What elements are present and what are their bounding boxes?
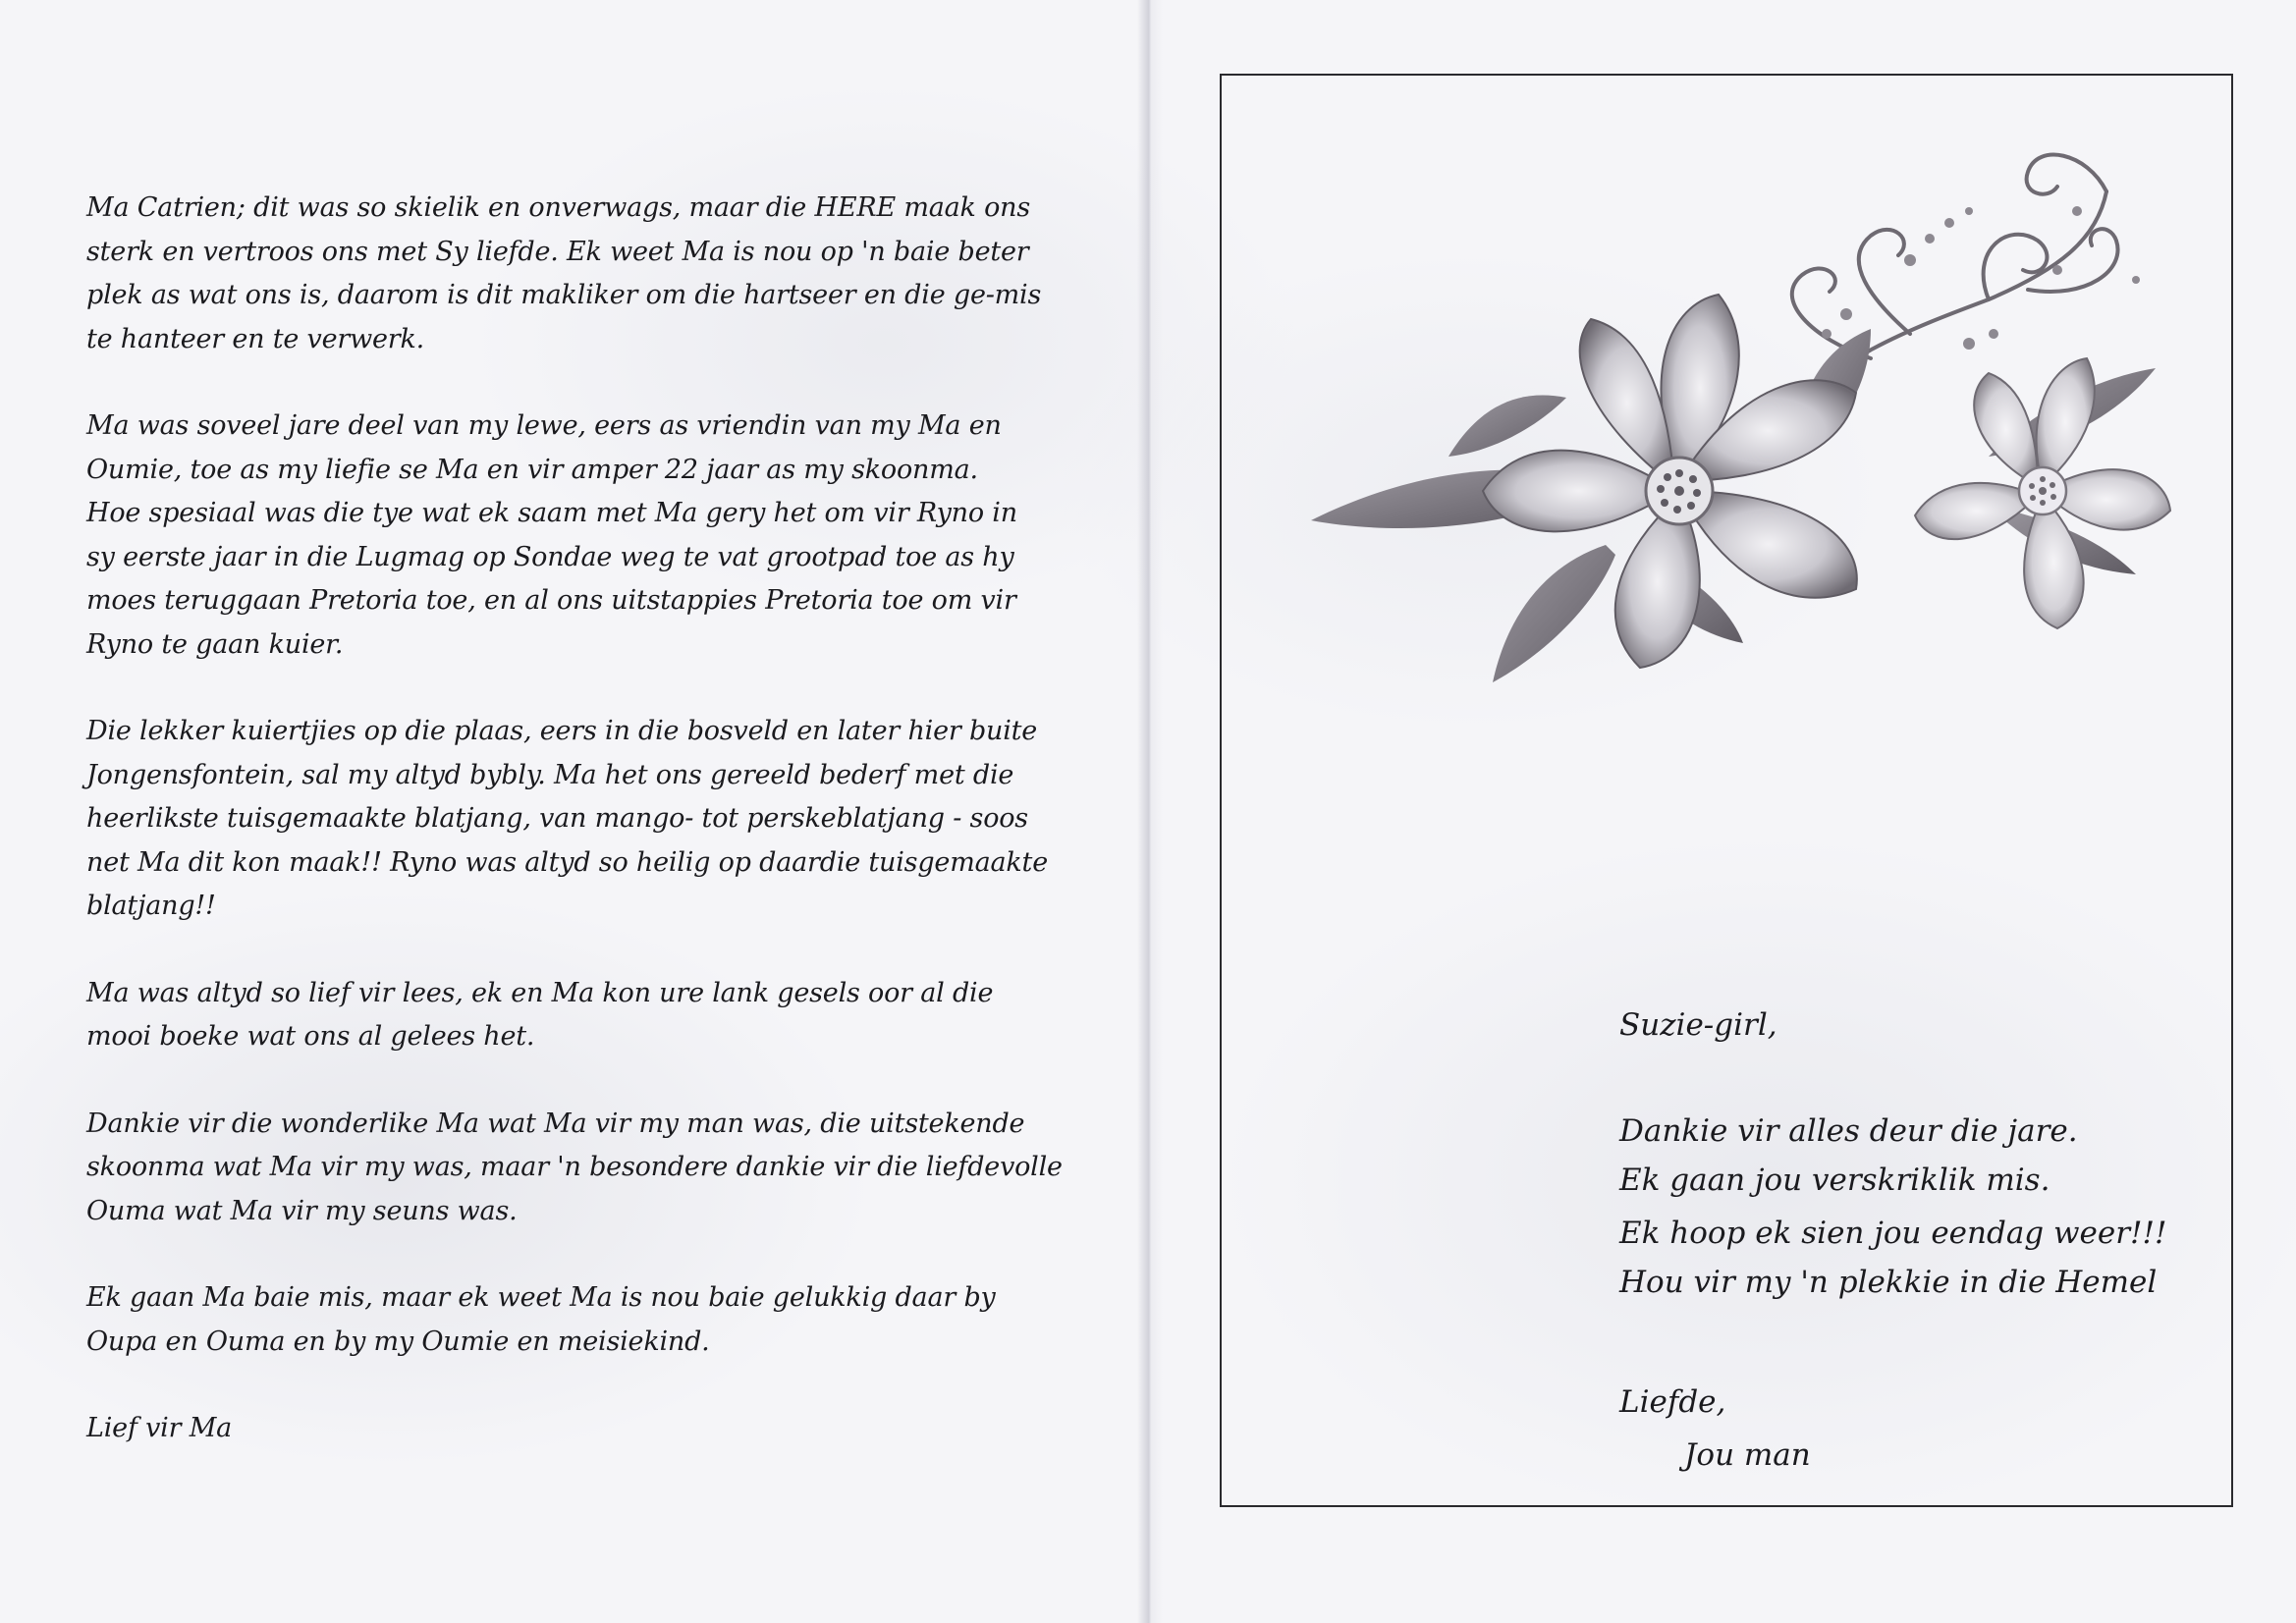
text-line: Ma Catrien; dit was so skielik en onverwags, maar die HERE maak ons [86, 192, 1030, 223]
signature: Jou man [1684, 1437, 1811, 1473]
text-line: Ek gaan Ma baie mis, maar ek weet Ma is nou baie gelukkig daar by [86, 1282, 996, 1313]
salutation: Suzie-girl, [1619, 1007, 1777, 1043]
text-line: Oupa en Ouma en by my Oumie en meisiekind. [86, 1325, 710, 1357]
text-line: Hoe spesiaal was die tye wat ek saam met Ma gery het om vir Ryno in [86, 498, 1017, 528]
paragraph-5 [86, 1103, 1063, 1234]
closing-line [86, 1407, 1059, 1451]
left-page [0, 0, 1144, 1623]
text-line: sy eerste jaar in die Lugmag op Sondae weg te vat grootpad toe as hy [86, 541, 1014, 572]
text-line: net Ma dit kon maak!! Ryno was altyd so heilig op daardie tuisgemaakte [86, 846, 1048, 878]
text-line: Ma was altyd so lief vir lees, ek en Ma kon ure lank gesels oor al die [86, 977, 994, 1008]
text-line: plek as wat ons is, daarom is dit makliker om die hartseer en die ge-mis [86, 280, 1042, 310]
sign-off: Liefde, [1619, 1384, 1726, 1420]
paragraph-3 [86, 710, 1059, 929]
paragraph-6 [86, 1276, 1059, 1364]
text-line: Die lekker kuiertjies op die plaas, eers in die bosveld en later hier buite [86, 716, 1038, 746]
text-line: Jongensfontein, sal my altyd bybly. Ma het ons gereeld bederf met die [86, 759, 1014, 790]
text-line: heerlikste tuisgemaakte blatjang, van mango- tot perskeblatjang - soos [86, 803, 1028, 834]
paragraph-4 [86, 972, 1059, 1059]
text-line: moes teruggaan Pretoria toe, en al ons uitstappies Pretoria toe om vir [86, 585, 1016, 616]
message-line: Ek hoop ek sien jou eendag weer!!! [1619, 1216, 2167, 1251]
text-line: mooi boeke wat ons al gelees het. [86, 1021, 535, 1052]
text-line: sterk en vertroos ons met Sy liefde. Ek weet Ma is nou op 'n baie beter [86, 236, 1029, 267]
text-line: Ouma wat Ma vir my seuns was. [86, 1195, 518, 1226]
text-line: Ma was soveel jare deel van my lewe, eers as vriendin van my Ma en [86, 410, 1002, 441]
paragraph-1 [86, 187, 1059, 361]
text-line: te hanteer en te verwerk. [86, 323, 425, 354]
message-line: Dankie vir alles deur die jare. [1619, 1113, 2078, 1149]
text-line: Ryno te gaan kuier. [86, 628, 344, 660]
tribute-text [86, 187, 1063, 1494]
text-line: skoonma wat Ma vir my was, maar 'n besondere dankie vir die liefdevolle [86, 1152, 1063, 1182]
text-line: blatjang!! [86, 891, 216, 921]
right-page [1164, 0, 2296, 1623]
message-line: Ek gaan jou verskriklik mis. [1619, 1163, 2050, 1198]
text-line: Dankie vir die wonderlike Ma wat Ma vir my man was, die uitstekende [86, 1108, 1025, 1139]
text-line: Oumie, toe as my liefie se Ma en vir amper 22 jaar as my skoonma. [86, 454, 978, 485]
message-line: Hou vir my 'n plekkie in die Hemel [1619, 1265, 2158, 1300]
paragraph-2 [86, 405, 1059, 667]
text-line: Lief vir Ma [86, 1413, 233, 1443]
flower-vine-icon [1282, 133, 2296, 731]
